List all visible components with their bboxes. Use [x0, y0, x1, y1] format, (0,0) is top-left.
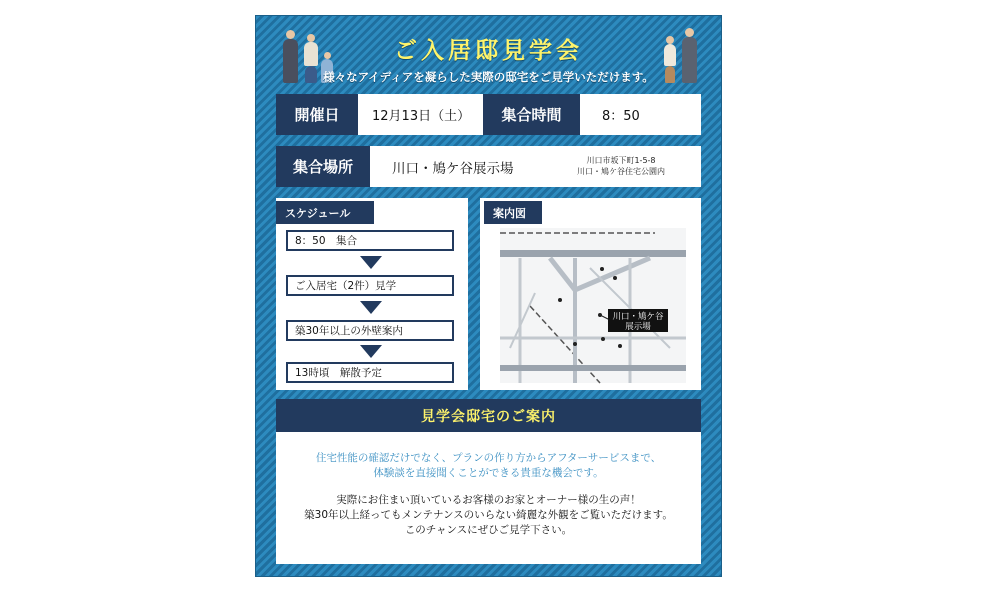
- map-tab: 案内図: [484, 201, 542, 224]
- address-line-1: 川口市坂下町1-5-8: [586, 156, 656, 165]
- address-line-2: 川口・鳩ケ谷住宅公園内: [577, 167, 665, 176]
- schedule-step-3: 築30年以上の外壁案内: [286, 320, 454, 341]
- down-arrow-icon: [360, 345, 382, 358]
- time-label: 集合時間: [483, 94, 580, 135]
- schedule-panel: [276, 198, 468, 390]
- schedule-step-4: 13時頃 解散予定: [286, 362, 454, 383]
- landmark-dot: [600, 267, 604, 271]
- date-value: 12月13日（土）: [372, 109, 471, 124]
- map-road: [500, 250, 686, 257]
- info-body-line-1: 実際にお住まい頂いているお客様のお家とオーナー様の生の声！: [336, 494, 641, 506]
- schedule-step-2: ご入居宅（2件）見学: [286, 275, 454, 296]
- info-intro-line-2: 体験談を直接聞くことができる貴重な機会です。: [373, 467, 604, 479]
- info-intro-line-1: 住宅性能の確認だけでなく、プランの作り方からアフターサービスまで、: [315, 452, 662, 464]
- time-value: 8：50: [602, 109, 640, 124]
- info-intro: [276, 451, 701, 481]
- place-label: 集合場所: [276, 146, 370, 187]
- place-value: 川口・鳩ケ谷展示場: [392, 160, 514, 177]
- date-label: 開催日: [276, 94, 358, 135]
- schedule-step-1: 8：50 集合: [286, 230, 454, 251]
- flyer-title: ご入居邸見学会: [394, 38, 583, 64]
- landmark-dot: [601, 337, 605, 341]
- down-arrow-icon: [360, 301, 382, 314]
- flyer-subtitle: 様々なアイディアを凝らした実際の邸宅をご見学いただけます。: [323, 70, 654, 84]
- landmark-dot: [618, 344, 622, 348]
- down-arrow-icon: [360, 256, 382, 269]
- info-body-line-2: 築30年以上経ってもメンテナンスのいらない綺麗な外観をご覧いただけます。: [304, 509, 673, 521]
- info-body-line-3: このチャンスにぜひご見学下さい。: [404, 524, 573, 536]
- info-heading: 見学会邸宅のご案内: [276, 399, 701, 432]
- date-time-row: [276, 94, 701, 135]
- landmark-dot: [613, 276, 617, 280]
- place-row: [276, 146, 701, 187]
- landmark-dot: [558, 298, 562, 302]
- info-panel: [276, 399, 701, 564]
- access-map: [480, 198, 701, 390]
- event-flyer: [256, 16, 721, 576]
- place-address: [566, 155, 676, 177]
- schedule-tab: スケジュール: [276, 201, 374, 224]
- map-callout-line-2: 展示場: [625, 322, 651, 332]
- map-panel: [480, 198, 701, 390]
- map-callout-line-1: 川口・鳩ケ谷: [612, 312, 664, 322]
- landmark-dot: [573, 342, 577, 346]
- info-body: [276, 493, 701, 538]
